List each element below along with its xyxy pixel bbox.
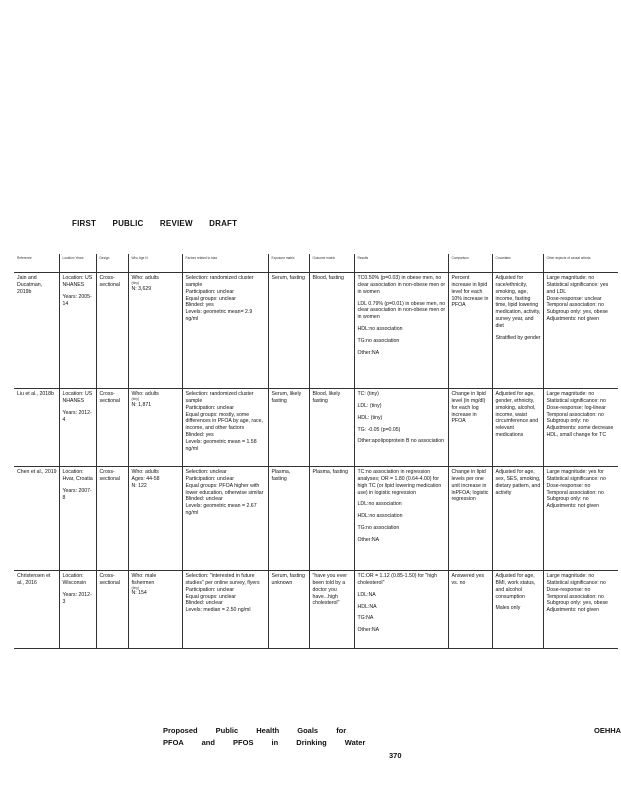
cell-comparison bbox=[448, 467, 492, 571]
cell-line: (tiny) bbox=[131, 585, 140, 590]
cell-line: Adjustments: some decrease bbox=[546, 425, 614, 432]
cell-results bbox=[354, 571, 448, 649]
cell-text: Serum, fasting unknown bbox=[271, 573, 305, 586]
column-header: Covariates bbox=[492, 254, 543, 273]
cell-design bbox=[96, 389, 128, 467]
cell-line: and LDL bbox=[546, 288, 567, 295]
cell-outcome bbox=[309, 389, 354, 467]
cell-text: Cross-sectional bbox=[99, 469, 120, 482]
cell-comparison bbox=[448, 571, 492, 649]
cell-line: TG: -0.05 (p=0.05) bbox=[357, 426, 401, 433]
cell-line: Males only bbox=[495, 605, 521, 612]
cell-line: LDL:NA bbox=[357, 591, 376, 598]
cell-design bbox=[96, 273, 128, 389]
cell-exposure bbox=[268, 273, 309, 389]
cell-line: TG:no association bbox=[357, 525, 400, 532]
cell-line: Location: US NHANES bbox=[62, 275, 93, 288]
cell-exposure bbox=[268, 467, 309, 571]
cell-line: Blinded: unclear bbox=[185, 600, 223, 607]
cell-line: Adjusted for age, sex, SES, smoking, dietary pattern, and activity bbox=[495, 469, 541, 496]
cell-text: Plasma, fasting bbox=[312, 469, 348, 475]
cell-bias bbox=[182, 389, 268, 467]
cell-line: Equal groups: unclear bbox=[185, 295, 236, 302]
cell-line: Levels: geometric mean= 2.9 ng/ml bbox=[185, 309, 253, 323]
table-row bbox=[14, 467, 618, 571]
cell-text: Cross-sectional bbox=[99, 573, 120, 586]
cell-line: Selection: "interested in future studies" per online survey, flyers bbox=[185, 573, 260, 586]
cell-line: HDL:no association bbox=[357, 326, 403, 333]
cell-line: Levels: geometric mean = 2.67 ng/ml bbox=[185, 503, 257, 517]
cell-line: Participation: unclear bbox=[185, 404, 234, 411]
cell-line: Statistical significance: no bbox=[546, 475, 606, 482]
cell-line: Who: male fishermen bbox=[131, 573, 157, 586]
cell-causal bbox=[543, 571, 618, 649]
cell-causal bbox=[543, 467, 618, 571]
column-header: Who Age N bbox=[128, 254, 182, 273]
cell-line: Other:apolipoprotein B no association bbox=[357, 438, 445, 445]
cell-line: TC:OR = 1.12 (0.85-1.50) for "high cholesterol" bbox=[357, 573, 438, 586]
cell-text: Cross-sectional bbox=[99, 391, 120, 404]
cell-who bbox=[128, 467, 182, 571]
cell-line: Years: 2007-8 bbox=[62, 487, 92, 501]
cell-covariates bbox=[492, 389, 543, 467]
cell-line: Ages: 44-58 bbox=[131, 475, 160, 482]
cell-text: Jain and Ducatman, 2019b bbox=[17, 275, 43, 295]
cell-line: Blinded: yes bbox=[185, 302, 214, 309]
cell-line: HDL: (tiny) bbox=[357, 414, 383, 421]
cell-text: Serum, fasting bbox=[271, 275, 305, 281]
cell-exposure bbox=[268, 571, 309, 649]
footer-org: OEHHA bbox=[594, 726, 621, 735]
column-header: Location Years bbox=[59, 254, 96, 273]
cell-line: Adjusted for age, BMI, work status, and alcohol consumption bbox=[495, 573, 536, 600]
cell-bias bbox=[182, 273, 268, 389]
cell-line: Subgroup only: no bbox=[546, 418, 589, 425]
table-row bbox=[14, 389, 618, 467]
cell-line: N: 1,871 bbox=[131, 401, 152, 408]
cell-line: Adjusted for race/ethnicity, smoking, age, income, fasting time, lipid lowering medication, activity, survey year, and diet bbox=[495, 275, 541, 330]
cell-line: Subgroup only: yes, obese bbox=[546, 309, 608, 316]
cell-ref bbox=[14, 389, 59, 467]
footer-title-line2: PFOA and PFOS in Drinking Water bbox=[163, 738, 366, 747]
cell-results bbox=[354, 389, 448, 467]
cell-text: Percent increase in lipid level for each 10% increase in PFOA bbox=[451, 275, 489, 309]
cell-line: Selection: randomized cluster sample bbox=[185, 275, 254, 288]
column-header: Factors related to bias bbox=[182, 254, 268, 273]
studies-table bbox=[14, 254, 618, 649]
cell-line: HDL:no association bbox=[357, 513, 403, 520]
cell-ref bbox=[14, 273, 59, 389]
cell-line: Temporal association: no bbox=[546, 302, 604, 309]
cell-line: Location: Hvar, Croatia bbox=[62, 469, 93, 482]
cell-line: Years: 2012-4 bbox=[62, 409, 92, 423]
cell-line: Location: Wisconsin bbox=[62, 573, 87, 586]
cell-comparison bbox=[448, 273, 492, 389]
cell-line: TG:NA bbox=[357, 615, 374, 622]
cell-text: Change in lipid levels per one unit increase in lnPFOA; logistic regression bbox=[451, 469, 489, 503]
cell-results bbox=[354, 467, 448, 571]
cell-line: Large magnitude: no bbox=[546, 275, 595, 281]
cell-text: Christensen et al., 2016 bbox=[17, 573, 51, 586]
draft-header: FIRST PUBLIC REVIEW DRAFT bbox=[72, 219, 238, 228]
cell-text: Chen et al., 2019 bbox=[17, 469, 57, 475]
cell-line: TC:no association in regression analyses; OR = 1.80 (0.64-4.00) for high TC (or lipid lowering medication use) in logistic regression bbox=[357, 469, 442, 496]
cell-line: Adjustments: not given bbox=[546, 316, 599, 323]
cell-line: Dose-response: no bbox=[546, 482, 591, 489]
cell-ref bbox=[14, 571, 59, 649]
cell-line: LDL:no association bbox=[357, 501, 402, 508]
cell-line: Temporal association: no bbox=[546, 411, 604, 418]
cell-line: Stratified by gender bbox=[495, 334, 541, 341]
cell-line: Equal groups: PFOA higher with lower education, otherwise similar bbox=[185, 482, 264, 496]
cell-line: Statistical significance: no bbox=[546, 579, 606, 586]
cell-line: TC: (tiny) bbox=[357, 391, 379, 397]
cell-text: Liu et al., 2018b bbox=[17, 391, 54, 397]
cell-line: (tiny) bbox=[131, 396, 140, 401]
cell-outcome bbox=[309, 571, 354, 649]
cell-who bbox=[128, 571, 182, 649]
cell-line: Dose-response: log-linear bbox=[546, 404, 606, 411]
cell-line: TC0.50% (p=0.03) in obese men, no clear association in non-obese men or in women bbox=[357, 275, 446, 295]
cell-line: Participation: unclear bbox=[185, 586, 234, 593]
cell-loc bbox=[59, 571, 96, 649]
cell-line: TG:no association bbox=[357, 338, 400, 345]
cell-bias bbox=[182, 467, 268, 571]
cell-covariates bbox=[492, 571, 543, 649]
cell-loc bbox=[59, 273, 96, 389]
cell-line: HDL:NA bbox=[357, 603, 377, 610]
cell-line: Blinded: unclear bbox=[185, 496, 223, 503]
cell-causal bbox=[543, 389, 618, 467]
cell-loc bbox=[59, 389, 96, 467]
cell-line: Statistical significance: yes bbox=[546, 281, 609, 288]
cell-covariates bbox=[492, 273, 543, 389]
cell-line: Adjusted for age, gender, ethnicity, smoking, alcohol, income, waist circumference and relevant medications bbox=[495, 391, 539, 439]
cell-results bbox=[354, 273, 448, 389]
cell-design bbox=[96, 467, 128, 571]
cell-text: Change in lipid level (in mg/dl) for each log increase in PFOA bbox=[451, 391, 486, 425]
cell-line: HDL, small change for TC bbox=[546, 432, 607, 439]
column-header: Design bbox=[96, 254, 128, 273]
cell-text: Plasma, fasting bbox=[271, 469, 291, 482]
cell-line: Levels: geometric mean = 1.58 ng/ml bbox=[185, 439, 257, 452]
table-header-row bbox=[14, 254, 618, 273]
cell-causal bbox=[543, 273, 618, 389]
cell-text: Blood, fasting bbox=[312, 275, 344, 281]
cell-text: "have you ever been told by a doctor you have...high cholesterol" bbox=[312, 573, 347, 607]
cell-design bbox=[96, 571, 128, 649]
cell-line: Levels: median = 2.50 ng/ml bbox=[185, 607, 251, 614]
cell-outcome bbox=[309, 467, 354, 571]
cell-line: Large magnitude: no bbox=[546, 391, 595, 397]
column-header: Exposure matrix bbox=[268, 254, 309, 273]
cell-outcome bbox=[309, 273, 354, 389]
cell-line: LDL: (tiny) bbox=[357, 402, 382, 409]
cell-line: Temporal association: no bbox=[546, 593, 604, 600]
cell-bias bbox=[182, 571, 268, 649]
cell-line: Adjustments: not given bbox=[546, 607, 599, 614]
cell-line: Subgroup only: no bbox=[546, 496, 589, 503]
page-number: 370 bbox=[389, 751, 402, 760]
cell-line: Statistical significance: no bbox=[546, 397, 606, 404]
column-header: Results bbox=[354, 254, 448, 273]
column-header: Other aspects of causal criteria bbox=[543, 254, 618, 273]
column-header: Outcome matrix bbox=[309, 254, 354, 273]
cell-text: Answered yes vs. no bbox=[451, 573, 485, 586]
cell-comparison bbox=[448, 389, 492, 467]
cell-line: Large magnitude: no bbox=[546, 573, 595, 579]
column-header: Reference bbox=[14, 254, 59, 273]
cell-loc bbox=[59, 467, 96, 571]
cell-line: Temporal association: no bbox=[546, 489, 604, 496]
cell-line: Who: adults bbox=[131, 275, 159, 281]
cell-line: Years: 2012-3 bbox=[62, 591, 92, 605]
cell-ref bbox=[14, 467, 59, 571]
cell-line: (tiny) bbox=[131, 280, 140, 285]
cell-line: N: 3,629 bbox=[131, 285, 152, 292]
cell-who bbox=[128, 273, 182, 389]
cell-line: Other:NA bbox=[357, 627, 380, 634]
cell-line: Dose-response: unclear bbox=[546, 295, 602, 302]
cell-covariates bbox=[492, 467, 543, 571]
cell-line: Equal groups: unclear bbox=[185, 593, 236, 600]
table-row bbox=[14, 273, 618, 389]
cell-line: N: 154 bbox=[131, 590, 147, 597]
cell-line: Participation: unclear bbox=[185, 475, 234, 482]
cell-line: Selection: unclear bbox=[185, 469, 227, 475]
cell-text: Blood, likely fasting bbox=[312, 391, 341, 404]
cell-line: Who: adults bbox=[131, 469, 159, 475]
column-header: Comparison bbox=[448, 254, 492, 273]
cell-line: Blinded: yes bbox=[185, 432, 214, 439]
cell-line: N: 122 bbox=[131, 482, 147, 489]
cell-text: Serum, likely fasting bbox=[271, 391, 302, 404]
cell-line: LDL 0.79% (p=0.01) in obese men, no clear association in non-obese men or in women bbox=[357, 300, 446, 321]
footer-title-line1: Proposed Public Health Goals for bbox=[163, 726, 347, 735]
cell-line: Dose-response: no bbox=[546, 586, 591, 593]
cell-line: Other:NA bbox=[357, 349, 380, 356]
table-row bbox=[14, 571, 618, 649]
cell-who bbox=[128, 389, 182, 467]
cell-line: Equal groups: mostly, some differences in PFOA by age, race, income, and other factors bbox=[185, 411, 263, 432]
cell-line: Subgroup only: yes, obese bbox=[546, 600, 608, 607]
cell-line: Who: adults bbox=[131, 391, 159, 397]
cell-line: Adjustments: not given bbox=[546, 503, 599, 510]
cell-text: Cross-sectional bbox=[99, 275, 120, 288]
cell-line: Years: 2005-14 bbox=[62, 293, 92, 307]
cell-line: Participation: unclear bbox=[185, 288, 234, 295]
cell-line: Large magnitude: yes for bbox=[546, 469, 604, 475]
cell-line: Selection: randomized cluster sample bbox=[185, 391, 254, 404]
cell-line: Location: US NHANES bbox=[62, 391, 93, 404]
cell-line: Other:NA bbox=[357, 537, 380, 544]
cell-exposure bbox=[268, 389, 309, 467]
